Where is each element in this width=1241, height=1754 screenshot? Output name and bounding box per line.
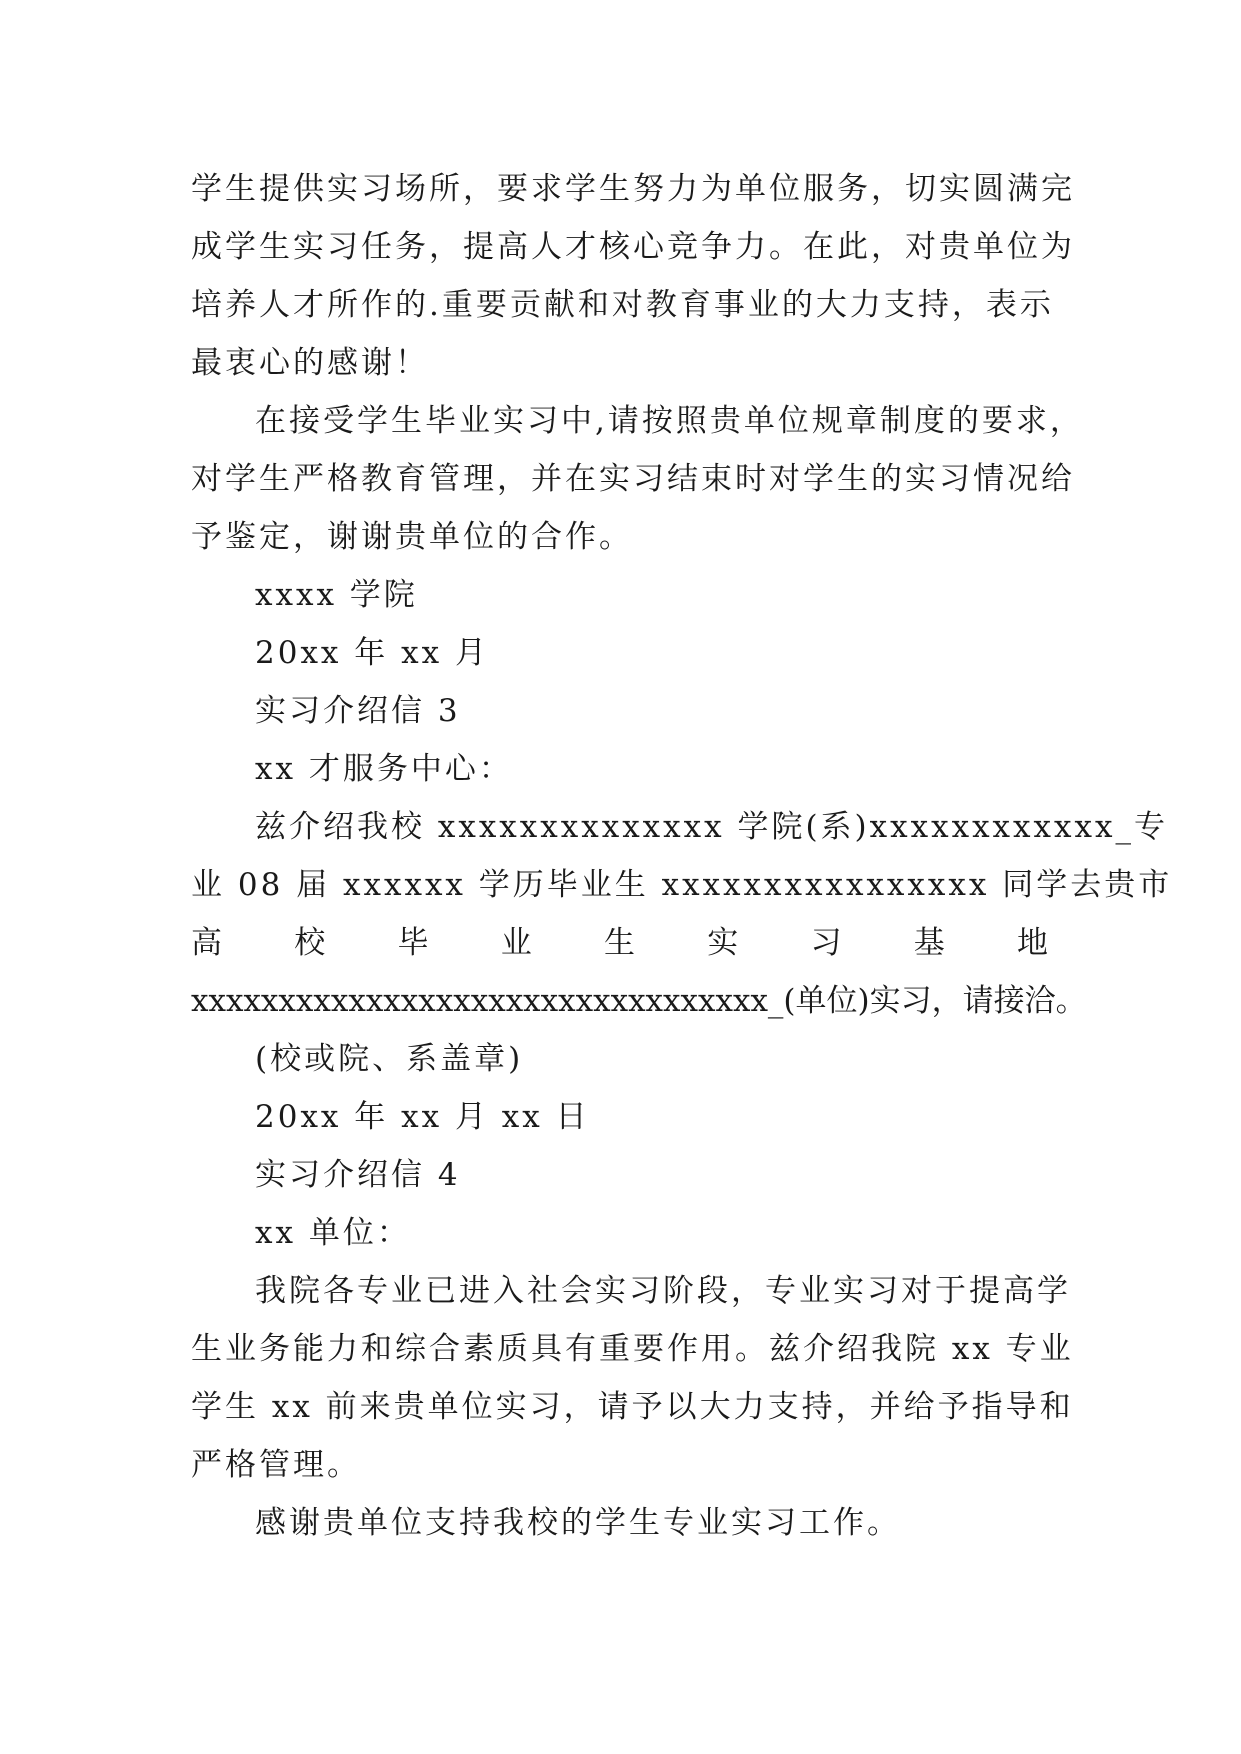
spread-line: [191, 914, 1051, 972]
body-line: 对学生严格教育管理，并在实习结束时对学生的实习情况给: [191, 461, 1075, 497]
letter-body: [191, 160, 1173, 1552]
body-line: 生业务能力和综合素质具有重要作用。兹介绍我院 xx 专业: [191, 1331, 1074, 1367]
spread-char: 高: [191, 925, 225, 961]
spread-char: 实: [707, 925, 742, 961]
spread-char: 业: [500, 925, 535, 961]
body-line: 最衷心的感谢！: [191, 345, 429, 381]
spread-char: 生: [604, 925, 638, 961]
body-line: 学生 xx 前来贵单位实习，请予以大力支持，并给予指导和: [191, 1389, 1074, 1425]
section-title: 实习介绍信 4: [255, 1157, 461, 1193]
salutation: xx 才服务中心：: [255, 751, 513, 787]
spread-char: 毕: [397, 925, 432, 961]
body-line: xxxxxxxxxxxxxxxxxxxxxxxxxxxxxxxxx_(单位)实习，请接洽。: [191, 983, 1087, 1019]
body-line: 培养人才所作的.重要贡献和对教育事业的大力支持，表示: [191, 287, 1054, 323]
signature-date: 20xx 年 xx 月 xx 日: [255, 1099, 590, 1135]
seal-note: (校或院、系盖章): [255, 1041, 524, 1077]
body-line: 业 08 届 xxxxxx 学历毕业生 xxxxxxxxxxxxxxxx 同学去贵市: [191, 867, 1173, 903]
section-title: 实习介绍信 3: [255, 693, 461, 729]
spread-char: 地: [1017, 925, 1051, 961]
spread-char: 习: [810, 925, 845, 961]
salutation: xx 单位：: [255, 1215, 411, 1251]
body-line: 学生提供实习场所，要求学生努力为单位服务，切实圆满完: [191, 171, 1075, 207]
paragraph-start: 感谢贵单位支持我校的学生专业实习工作。: [255, 1505, 901, 1541]
paragraph-start: 兹介绍我校 xxxxxxxxxxxxxx 学院(系)xxxxxxxxxxxx_专: [255, 809, 1168, 845]
paragraph-start: 我院各专业已进入社会实习阶段，专业实习对于提高学: [255, 1273, 1071, 1309]
spread-char: 校: [294, 925, 329, 961]
signature-date: 20xx 年 xx 月: [255, 635, 489, 671]
body-line: 严格管理。: [191, 1447, 361, 1483]
body-line: 予鉴定，谢谢贵单位的合作。: [191, 519, 633, 555]
signature-school: xxxx 学院: [255, 577, 418, 613]
body-line: 成学生实习任务，提高人才核心竞争力。在此，对贵单位为: [191, 229, 1075, 265]
spread-char: 基: [913, 925, 948, 961]
paragraph-start: 在接受学生毕业实习中,请按照贵单位规章制度的要求，: [255, 403, 1084, 439]
